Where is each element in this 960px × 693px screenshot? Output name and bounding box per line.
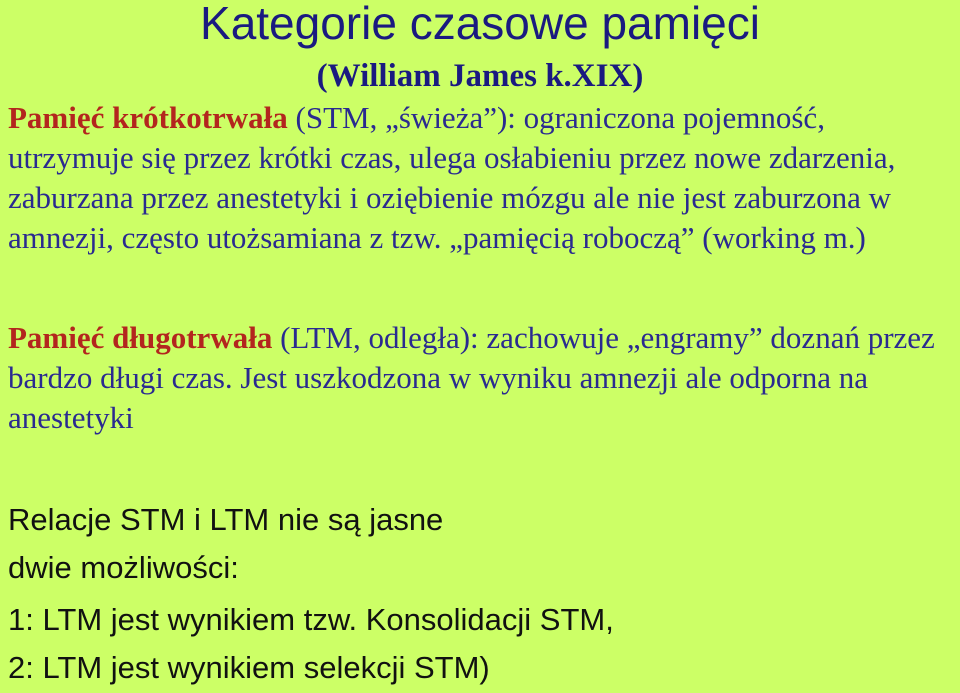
stm-paragraph [8,98,958,258]
ltm-term: Pamięć długotrwała [8,320,273,355]
relations-line: Relacje STM i LTM nie są jasne [8,502,444,537]
slide-title: Kategorie czasowe pamięci [200,0,760,49]
possibility-1-line: 1: LTM jest wynikiem tzw. Konsolidacji STM, [8,602,614,637]
ltm-paragraph [8,318,958,438]
stm-term: Pamięć krótkotrwała [8,100,288,135]
slide-subtitle: (William James k.XIX) [316,58,644,94]
possibility-2-line: 2: LTM jest wynikiem selekcji STM) [8,650,490,685]
stm-description: (STM, „świeża”): ograniczona pojemność, utrzymuje się przez krótki czas, ulega osłabieniu przez nowe zdarzenia, zaburzana przez anestetyki i oziębienie mózgu ale nie jest zaburzona w amnezji, często utożsamiana z tzw. „pamięcią roboczą” (working m.) [8,100,896,255]
possibilities-line: dwie możliwości: [8,550,239,585]
ltm-description: (LTM, odległa): zachowuje „engramy” doznań przez bardzo długi czas. Jest uszkodzona w wyniku amnezji ale odporna na anestetyki [8,320,935,435]
